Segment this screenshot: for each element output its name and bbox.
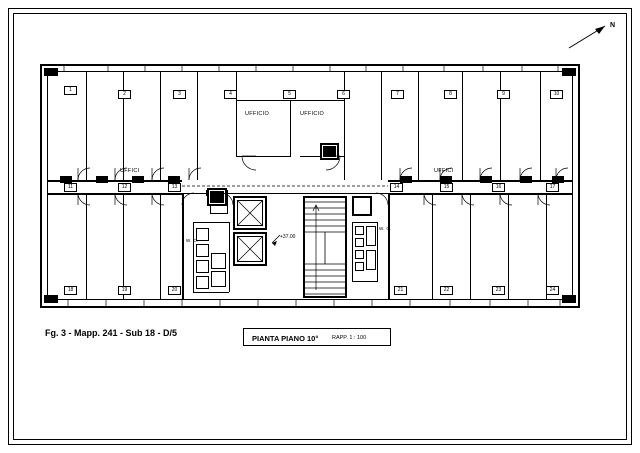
wc-fixture-l2 bbox=[196, 244, 209, 257]
shaft-filled-left-inner bbox=[209, 190, 225, 204]
wc-fixture-l4 bbox=[196, 276, 209, 289]
partition-bottom-2 bbox=[123, 193, 124, 299]
wall-interior-right bbox=[572, 71, 573, 300]
partition-bottom-3 bbox=[160, 193, 161, 299]
room-tag-1: 1 bbox=[64, 86, 77, 95]
partition-ufficio-bottom bbox=[236, 156, 291, 157]
partition-top-5 bbox=[236, 71, 237, 156]
pier-right-e bbox=[552, 176, 564, 183]
pier-right-a bbox=[400, 176, 412, 183]
partition-top-2 bbox=[123, 71, 124, 180]
title-block bbox=[243, 328, 391, 346]
room-tag-18: 18 bbox=[64, 286, 77, 295]
wc-left-partition-bottom bbox=[193, 292, 229, 293]
wc-stall-r1 bbox=[366, 226, 376, 246]
wc-fixture-r1 bbox=[355, 226, 364, 235]
wall-exterior-top bbox=[40, 64, 580, 66]
pillar-top-right bbox=[562, 68, 576, 76]
room-tag-3: 3 bbox=[173, 90, 186, 99]
room-tag-8: 8 bbox=[444, 90, 457, 99]
partition-top-3 bbox=[160, 71, 161, 180]
label-ufficio-2: UFFICIO bbox=[300, 111, 325, 117]
pillar-top-left bbox=[44, 68, 58, 76]
lift-car-1 bbox=[237, 200, 263, 226]
partition-top-1 bbox=[86, 71, 87, 180]
room-tag-22: 22 bbox=[440, 286, 453, 295]
service-shaft-1 bbox=[352, 196, 372, 216]
wc-fixture-r3 bbox=[355, 250, 364, 259]
room-tag-5: 5 bbox=[283, 90, 296, 99]
label-wc-left: W. C. bbox=[186, 238, 199, 243]
wc-stall-r2 bbox=[366, 250, 376, 270]
wc-stall-l2 bbox=[211, 271, 226, 287]
wall-exterior-bottom bbox=[40, 306, 580, 308]
wc-left-partition bbox=[193, 222, 194, 292]
room-tag-10: 10 bbox=[550, 90, 563, 99]
pier-right-c bbox=[480, 176, 492, 183]
partition-top-7 bbox=[381, 71, 382, 180]
partition-bottom-6 bbox=[508, 193, 509, 299]
wall-interior-top bbox=[47, 71, 573, 72]
partition-top-6 bbox=[344, 71, 345, 180]
wc-left-partition-right bbox=[229, 222, 230, 292]
room-tag-4: 4 bbox=[224, 90, 237, 99]
partition-bottom-5 bbox=[470, 193, 471, 299]
room-tag-16: 16 bbox=[492, 183, 505, 192]
label-wc-right: W. C. bbox=[379, 226, 392, 231]
stairwell bbox=[303, 196, 347, 298]
north-arrow bbox=[565, 22, 617, 58]
lift-car-2 bbox=[237, 236, 263, 262]
room-tag-13: 13 bbox=[168, 183, 181, 192]
scale-label: RAPP. 1 : 100 bbox=[332, 335, 367, 341]
wc-left-partition-top bbox=[193, 222, 229, 223]
wall-exterior-left bbox=[40, 64, 42, 308]
room-tag-19: 19 bbox=[118, 286, 131, 295]
room-tag-9: 9 bbox=[497, 90, 510, 99]
partition-ufficio-center bbox=[290, 100, 291, 156]
wall-exterior-right bbox=[578, 64, 580, 308]
room-tag-2: 2 bbox=[118, 90, 131, 99]
pier-left-d bbox=[168, 176, 180, 183]
corridor-wall-left-lower bbox=[47, 193, 182, 195]
wc-fixture-l3 bbox=[196, 260, 209, 273]
label-ufficio-1: UFFICIO bbox=[245, 111, 270, 117]
room-tag-17: 17 bbox=[546, 183, 559, 192]
partition-top-9 bbox=[462, 71, 463, 180]
room-tag-15: 15 bbox=[440, 183, 453, 192]
partition-bottom-7 bbox=[546, 193, 547, 299]
wc-stall-l1 bbox=[211, 253, 226, 269]
pier-right-d bbox=[520, 176, 532, 183]
partition-bottom-4 bbox=[432, 193, 433, 299]
room-tag-20: 20 bbox=[168, 286, 181, 295]
pillar-bottom-left bbox=[44, 295, 58, 303]
partition-bottom-1 bbox=[86, 193, 87, 299]
room-tag-14: 14 bbox=[390, 183, 403, 192]
wall-interior-left bbox=[47, 71, 48, 300]
partition-top-8 bbox=[418, 71, 419, 180]
core-wall-left bbox=[182, 193, 184, 299]
partition-top-4 bbox=[197, 71, 198, 180]
room-tag-23: 23 bbox=[492, 286, 505, 295]
plan-title: PIANTA PIANO 10° bbox=[252, 334, 319, 343]
room-tag-6: 6 bbox=[337, 90, 350, 99]
label-uffici-left: UFFICI bbox=[120, 168, 140, 174]
label-uffici-right: UFFICI bbox=[434, 168, 454, 174]
room-tag-7: 7 bbox=[391, 90, 404, 99]
room-tag-12: 12 bbox=[118, 183, 131, 192]
pier-right-b bbox=[440, 176, 452, 183]
wc-fixture-r4 bbox=[355, 262, 364, 271]
shaft-filled-top-inner bbox=[322, 145, 337, 158]
partition-ufficio-top bbox=[236, 100, 344, 101]
wall-interior-bottom bbox=[47, 299, 573, 300]
pillar-bottom-right bbox=[562, 295, 576, 303]
pier-left-b bbox=[96, 176, 108, 183]
partition-top-10 bbox=[500, 71, 501, 180]
wc-fixture-r2 bbox=[355, 238, 364, 247]
pier-left-c bbox=[132, 176, 144, 183]
partition-top-11 bbox=[540, 71, 541, 180]
room-tag-11: 11 bbox=[64, 183, 77, 192]
north-label: N bbox=[609, 22, 615, 29]
room-tag-24: 24 bbox=[546, 286, 559, 295]
pier-left-a bbox=[60, 176, 72, 183]
room-tag-21: 21 bbox=[394, 286, 407, 295]
cadastral-reference: Fg. 3 - Mapp. 241 - Sub 18 - D/5 bbox=[45, 328, 178, 338]
level-mark: +37.00 bbox=[280, 234, 296, 240]
core-wall-right bbox=[388, 193, 390, 299]
